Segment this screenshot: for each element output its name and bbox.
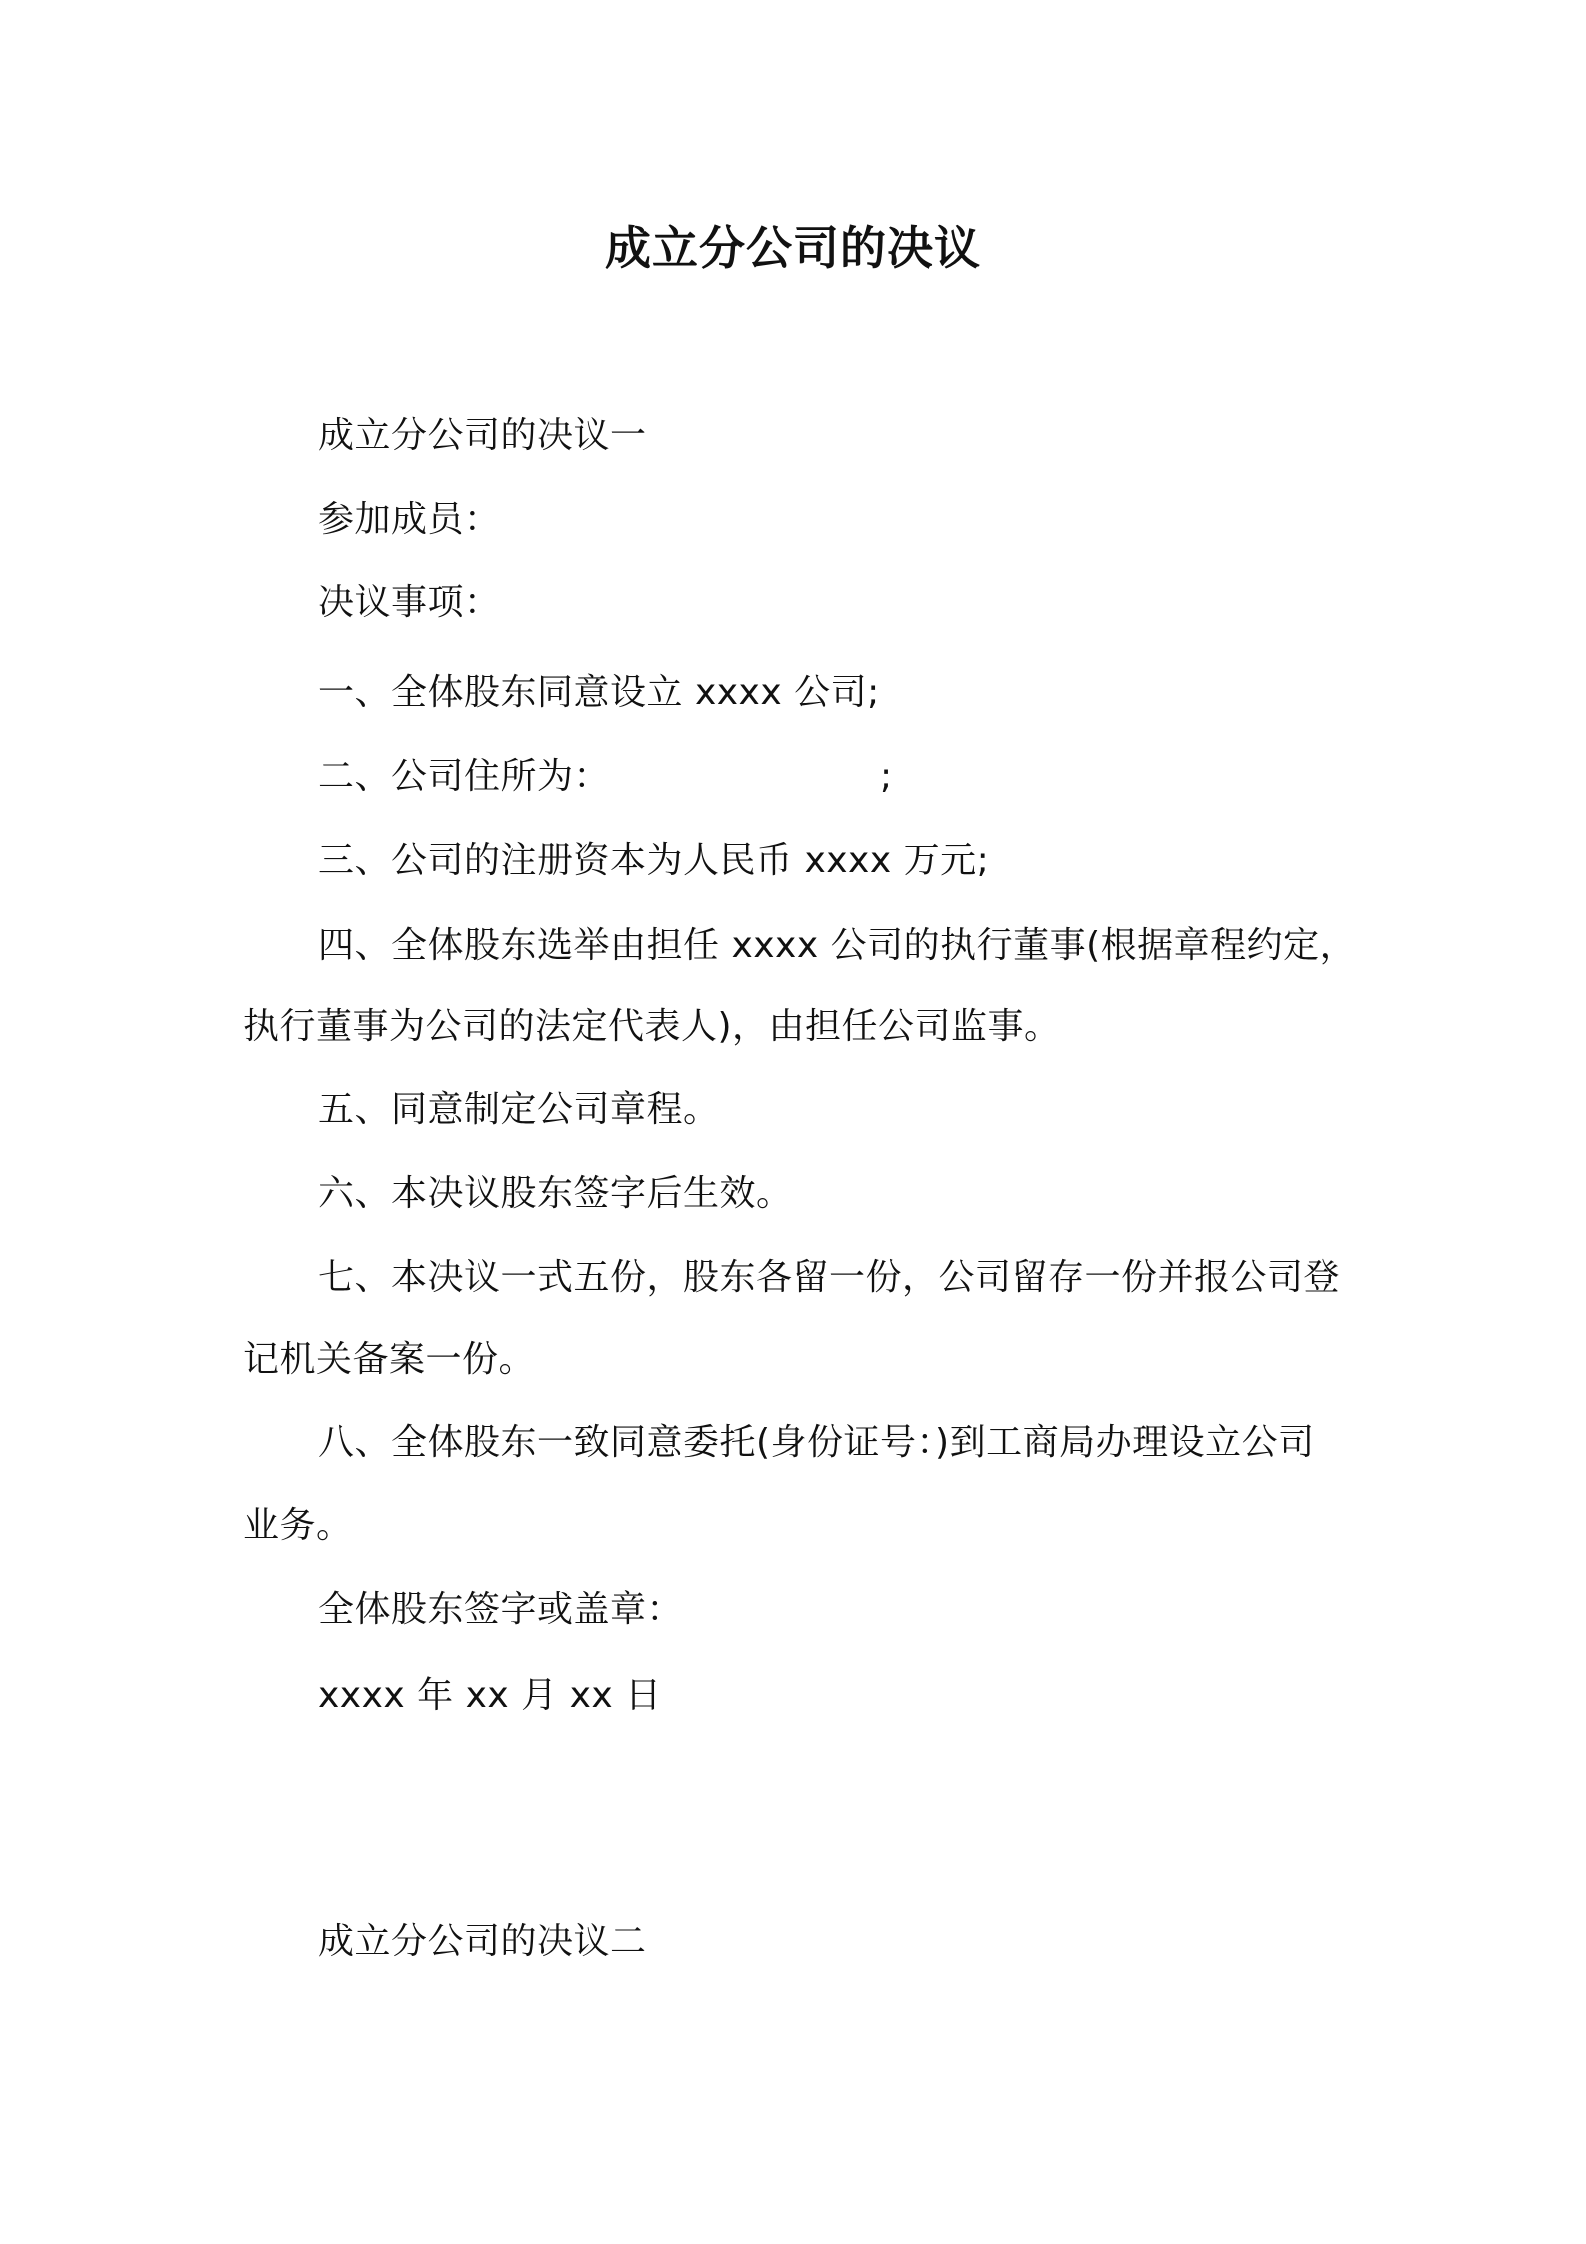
document-title: 成立分公司的决议 [605, 221, 981, 275]
item-8-line-1: 八、全体股东一致同意委托(身份证号：)到工商局办理设立公司 [318, 1422, 1315, 1463]
item-5: 五、同意制定公司章程。 [318, 1089, 720, 1130]
section-1-heading: 成立分公司的决议一 [318, 415, 647, 456]
item-4-line-2: 执行董事为公司的法定代表人)，由担任公司监事。 [243, 1006, 1061, 1047]
item-6: 六、本决议股东签字后生效。 [318, 1173, 793, 1214]
item-2-end: ; [880, 756, 893, 797]
date-line: xxxx 年 xx 月 xx 日 [318, 1675, 662, 1716]
participants-label: 参加成员： [318, 499, 501, 540]
item-3: 三、公司的注册资本为人民币 xxxx 万元; [318, 840, 990, 881]
item-7-line-2: 记机关备案一份。 [243, 1339, 536, 1380]
resolution-items-label: 决议事项： [318, 582, 501, 623]
item-2-text: 二、公司住所为： [318, 756, 611, 797]
item-4-line-1: 四、全体股东选举由担任 xxxx 公司的执行董事(根据章程约定， [318, 925, 1357, 966]
signature-label: 全体股东签字或盖章： [318, 1589, 684, 1630]
item-2 [318, 753, 893, 801]
item-7-line-1: 七、本决议一式五份，股东各留一份，公司留存一份并报公司登 [318, 1257, 1341, 1298]
item-1: 一、全体股东同意设立 xxxx 公司; [318, 672, 880, 713]
item-8-line-2: 业务。 [243, 1505, 353, 1546]
section-2-heading: 成立分公司的决议二 [318, 1921, 647, 1962]
